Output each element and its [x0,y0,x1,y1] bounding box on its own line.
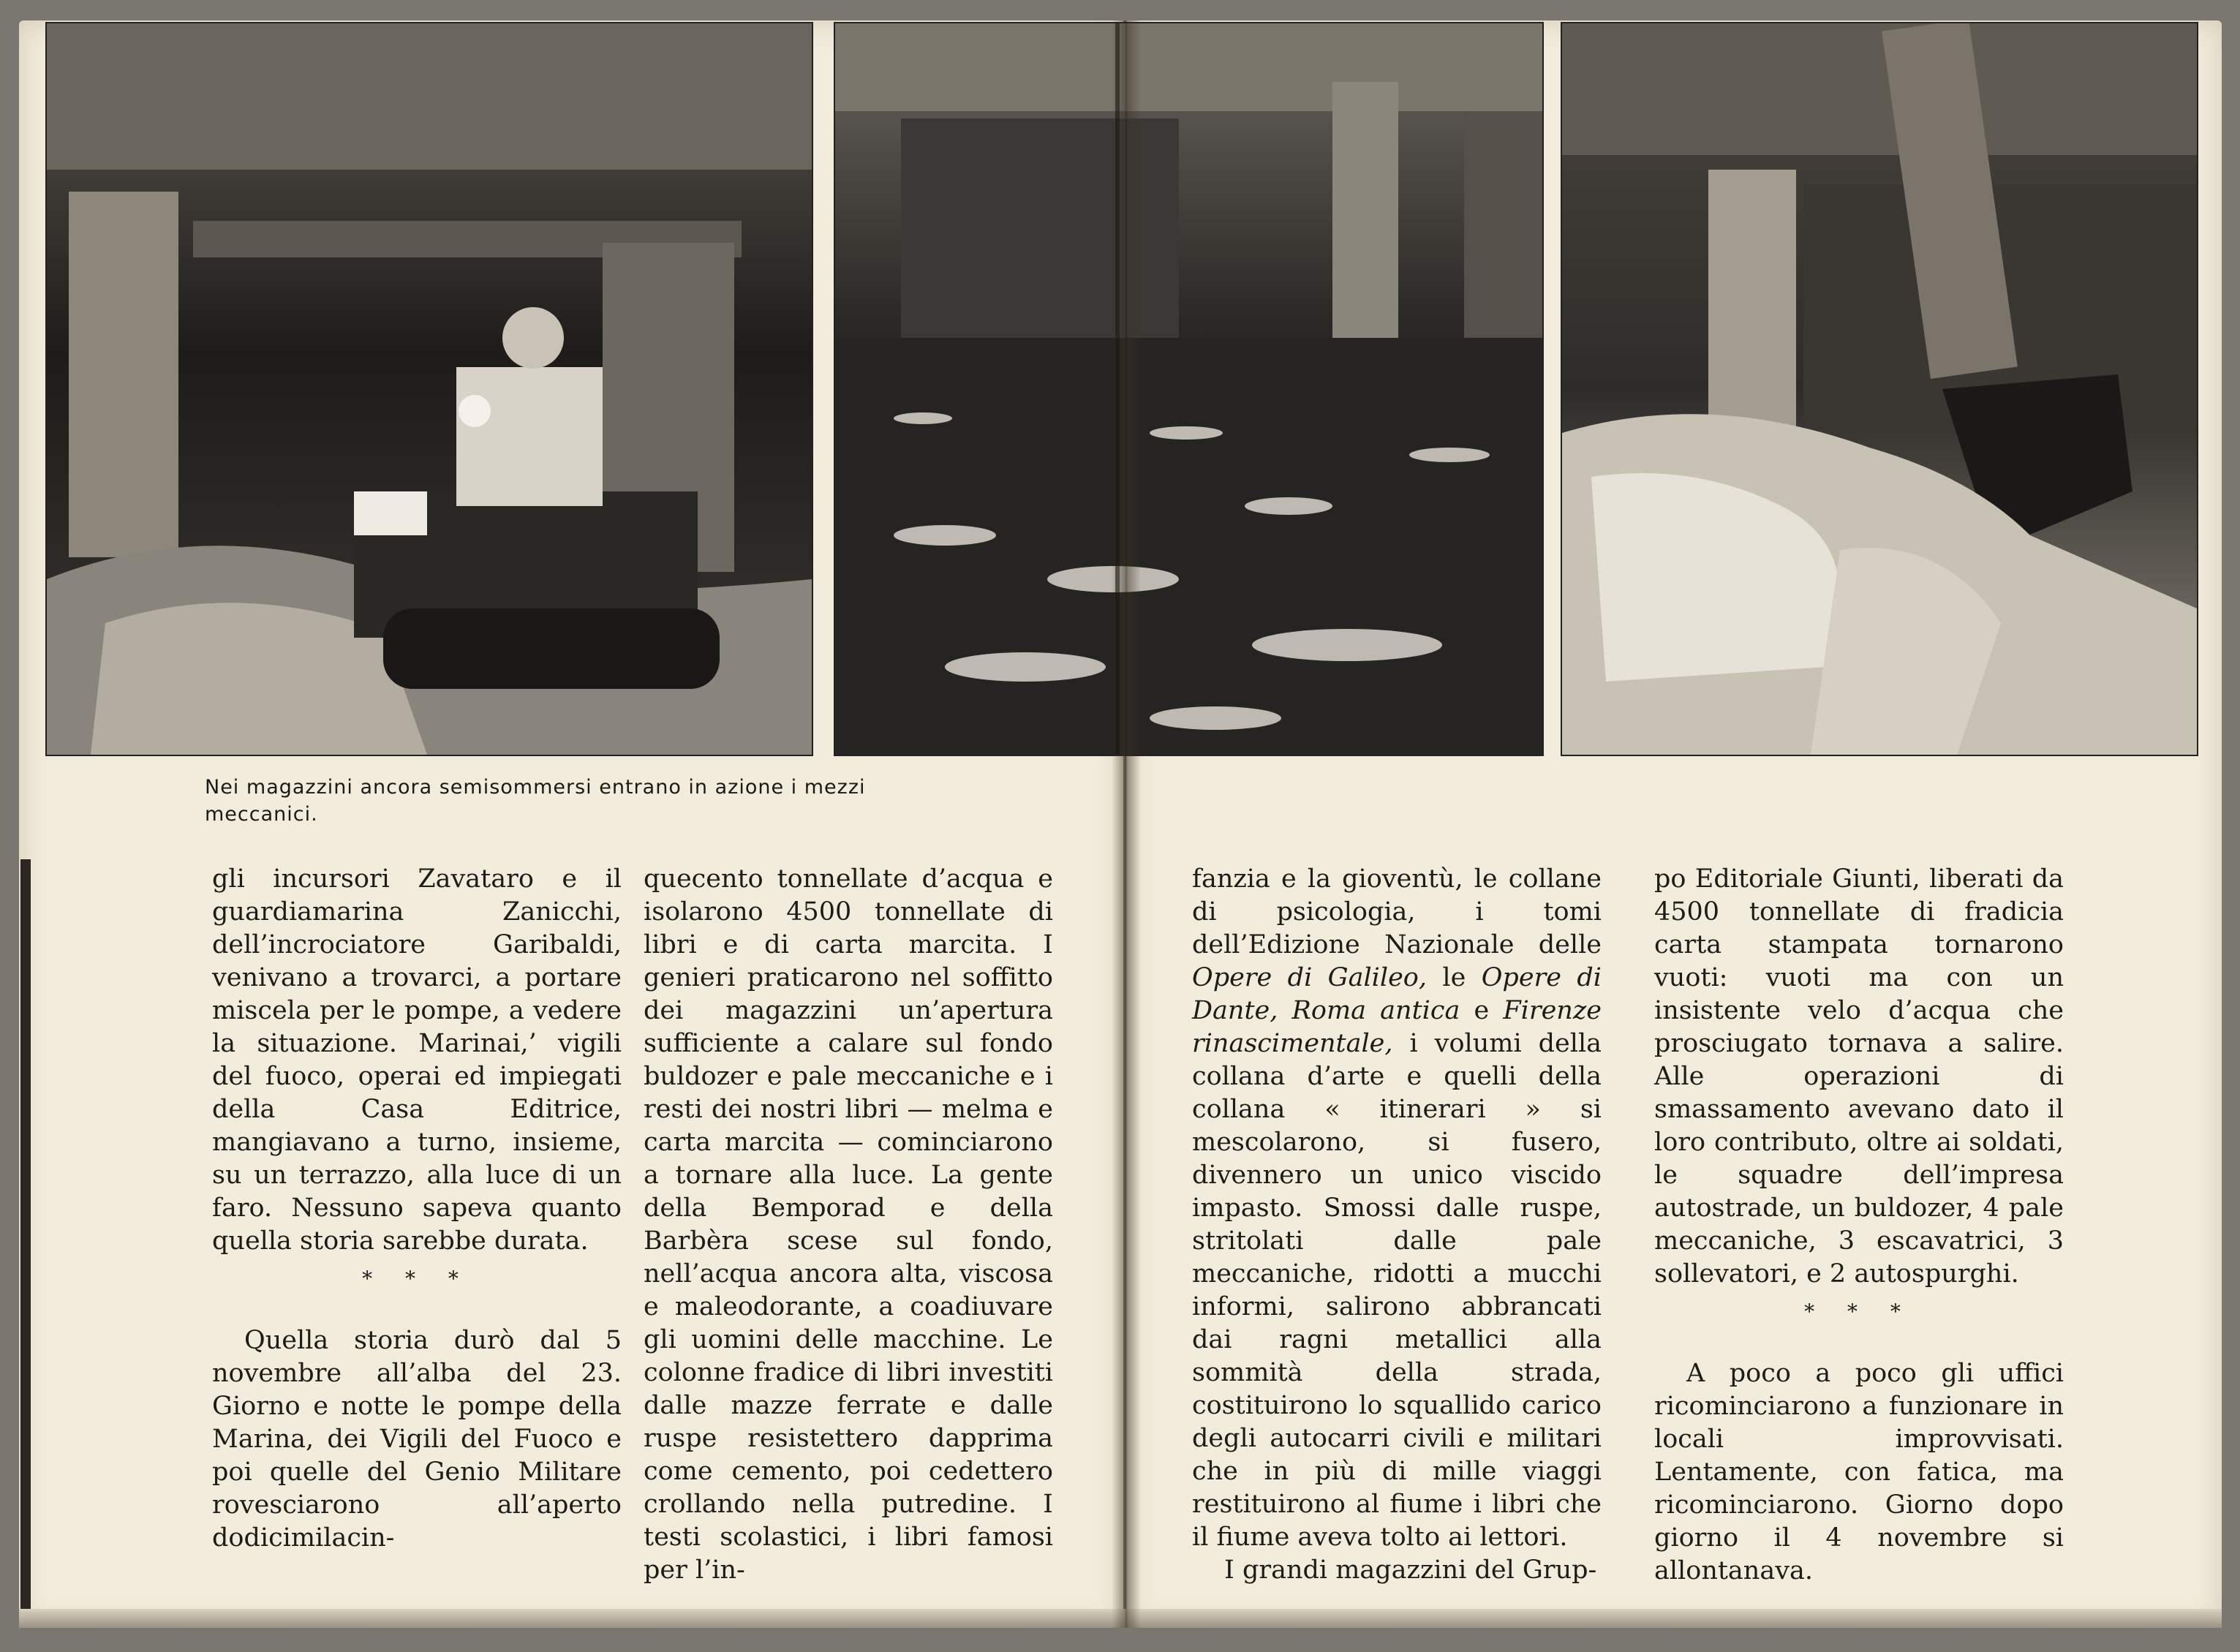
book-bottom-edge [19,1609,2222,1628]
paragraph: fanzia e la gioventù, le collane di psicologia, i tomi dell’Edizione Nazionale delle Opere di Galileo, le Opere di Dante, Roma antica e Firenze rinascimentale, i volumi della collana d’arte e quelli della collana « itinerari » si mescolarono, si fusero, divennero un unico viscido impasto. Smossi dalle ruspe, stritolati dalle pale meccaniche, ridotti a mucchi informi, salirono abbrancati dai ragni metallici alla sommità della strada, costituirono lo squallido carico degli autocarri civili e militari che in più di mille viaggi restituirono al fiume i libri che il fiume aveva tolto ai lettori. [1192,864,1602,1552]
text-column-3 [1192,863,1602,1587]
page-edge-shadow [20,859,31,1627]
text-column-2 [644,863,1053,1587]
paragraph: A poco a poco gli uffici ricominciarono a funzionare in locali improvvisati. Lentamente, con fatica, ma ricominciarono. Giorno dopo giorno il 4 novembre si allontanava. [1654,1359,2064,1585]
paragraph: quecento tonnellate d’acqua e isolarono 4500 tonnellate di libri e di carta marcita. I genieri praticarono nel soffitto dei magazzini un’apertura sufficiente a calare sul fondo buldozer e pale meccaniche e i resti dei nostri libri — melma e carta marcita — cominciarono a tornare alla luce. La gente della Bemporad e della Barbèra scese sul fondo, nell’acqua ancora alta, viscosa e maleodorante, a coadiuvare gli uomini delle macchine. Le colonne fradice di libri investiti dalle mazze ferrate e dalle ruspe resistettero dapprima come cemento, poi cedettero crollando nella putredine. I testi scolastici, i libri famosi per l’in- [644,864,1053,1585]
paragraph: gli incursori Zavataro e il guardiamarina Zanicchi, dell’incrociatore Garibaldi, venivano a trovarci, a portare miscela per le pompe, a vedere la situazione. Marinai,’ vigili del fuoco, operai ed impiegati della Casa Editrice, mangiavano a turno, insieme, su un terrazzo, alla luce di un faro. Nessuno sapeva quanto quella storia sarebbe durata. [212,864,622,1256]
photo-caption: Nei magazzini ancora semisommersi entrano in azione i mezzi meccanici. [205,776,866,826]
photo-excavator-debris [1561,22,2198,756]
paragraph: Quella storia durò dal 5 novembre all’alba del 23. Giorno e notte le pompe della Marina, dei Vigili del Fuoco e poi quelle del Genio Militare rovesciarono all’aperto dodicimilacin- [212,1326,622,1553]
section-break: * * * [362,1267,472,1291]
paragraph: po Editoriale Giunti, liberati da 4500 tonnellate di fradicia carta stampata tornarono vuoti: vuoti ma con un insistente velo d’acqua che prosciugato tornava a salire. Alle operazioni di smassamento avevano dato il loro contributo, oltre ai soldati, le squadre dell’impresa autostrade, un buldozer, 4 pale meccaniche, 3 escavatrici, 3 sollevatori, e 2 autospurghi. [1654,864,2064,1289]
photo-flooded-warehouse [834,22,1544,756]
photo-bulldozer [45,22,813,756]
text-column-1 [212,863,622,1555]
text-column-4 [1654,863,2064,1588]
section-break: * * * [1804,1300,1914,1324]
paragraph: I grandi magazzini del Grup- [1224,1555,1597,1585]
